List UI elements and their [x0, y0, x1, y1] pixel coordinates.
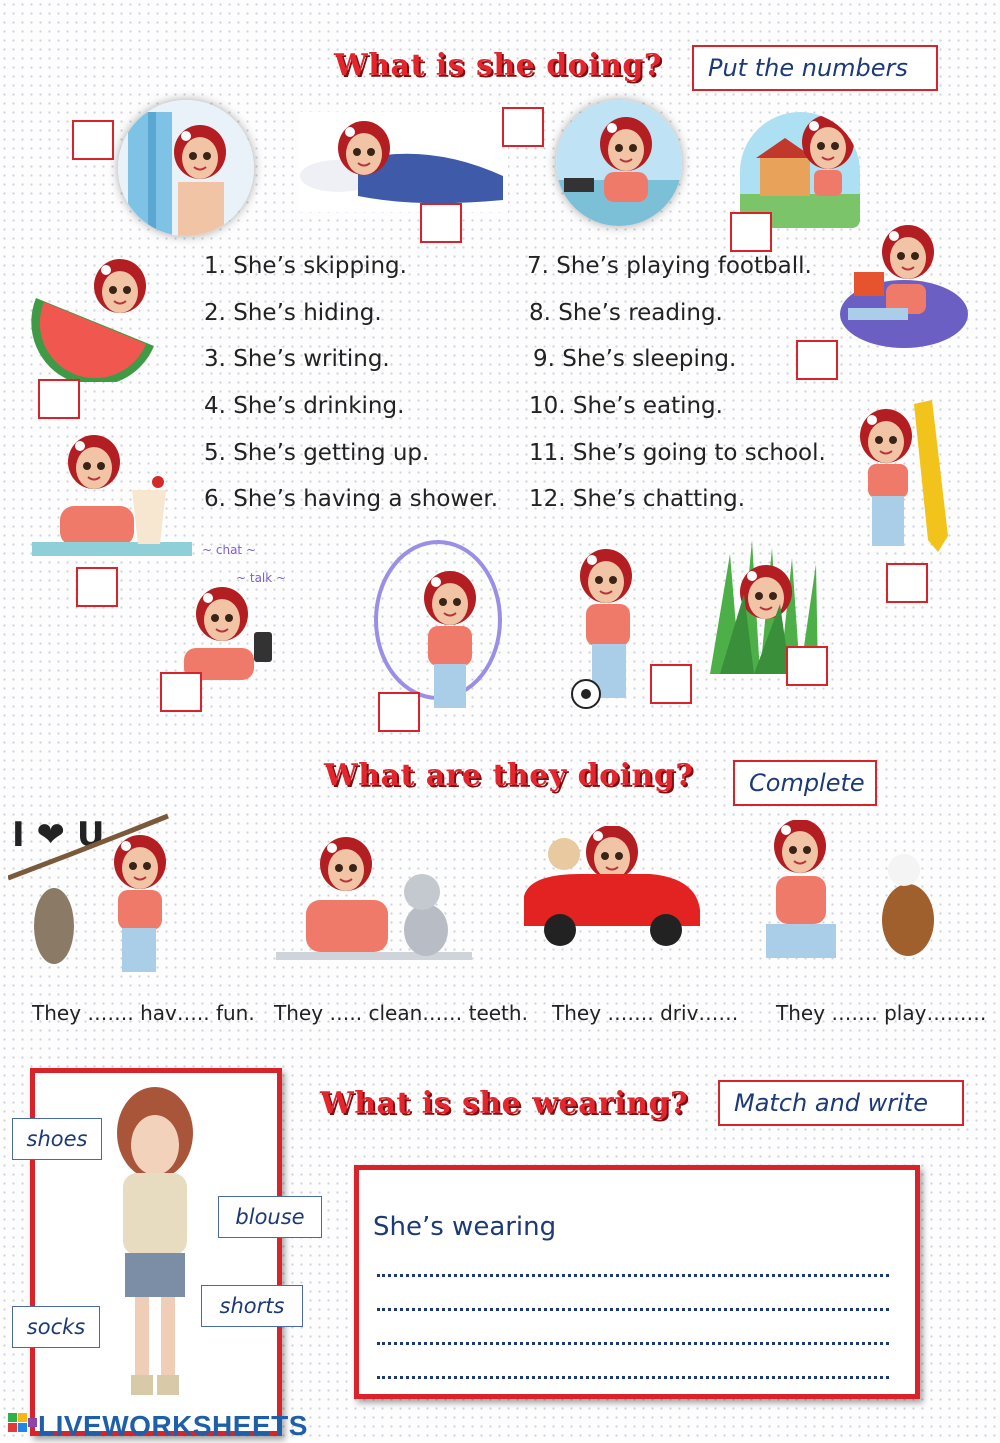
- section1-instruction: Put the numbers: [692, 45, 938, 91]
- answer-line-3[interactable]: [377, 1342, 889, 1345]
- answer-box-football[interactable]: [650, 664, 692, 704]
- sloth-picture: [8, 806, 174, 978]
- section3-instruction: Match and write: [718, 1080, 964, 1126]
- answer-box-hiding[interactable]: [786, 646, 828, 686]
- caption-driving: They ……. driv……: [552, 1001, 739, 1025]
- school-picture: [740, 112, 860, 228]
- answer-box-eating[interactable]: [38, 379, 80, 419]
- answer-box-sleeping[interactable]: [420, 203, 462, 243]
- reading-picture: [834, 222, 968, 352]
- footer-brand: [8, 1410, 308, 1442]
- sentence-10: 10. She’s eating.: [529, 393, 723, 419]
- label-blouse[interactable]: blouse: [218, 1196, 322, 1238]
- answer-line-4[interactable]: [377, 1376, 889, 1379]
- sentence-8: 8. She’s reading.: [529, 300, 723, 326]
- caption-playing: They ……. play………: [776, 1001, 987, 1025]
- sentence-11: 11. She’s going to school.: [529, 440, 826, 466]
- sentence-1: 1. She’s skipping.: [204, 253, 407, 279]
- answer-box-shower[interactable]: [72, 120, 114, 160]
- getting-up-picture: [556, 100, 682, 226]
- label-shoes[interactable]: shoes: [12, 1118, 102, 1160]
- svg-text:~ talk ~: ~ talk ~: [236, 571, 287, 585]
- label-shorts[interactable]: shorts: [201, 1285, 303, 1327]
- sentence-2: 2. She’s hiding.: [204, 300, 382, 326]
- section3-title: What is she wearing?: [320, 1086, 689, 1121]
- shower-picture: [118, 100, 254, 236]
- sleeping-picture: [298, 112, 508, 212]
- driving-picture: [520, 826, 704, 950]
- answer-box-getting-up[interactable]: [502, 107, 544, 147]
- i-love-you-sign: I ❤ U: [12, 815, 105, 855]
- sentence-7: 7. She’s playing football.: [527, 253, 812, 279]
- liveworksheets-logo-icon: [8, 1413, 38, 1439]
- answer-box-drinking[interactable]: [76, 567, 118, 607]
- answer-box-chatting[interactable]: [160, 672, 202, 712]
- sentence-9: 9. She’s sleeping.: [533, 346, 737, 372]
- sentence-6: 6. She’s having a shower.: [204, 486, 499, 512]
- playing-dog-picture: [758, 820, 948, 970]
- answer-line-1[interactable]: [377, 1274, 889, 1277]
- chatting-picture: [166, 530, 316, 680]
- footer-brand-text: LIVEWORKSHEETS: [38, 1410, 308, 1441]
- answer-box-school[interactable]: [730, 212, 772, 252]
- answer-box-writing[interactable]: [886, 563, 928, 603]
- section2-instruction: Complete: [733, 760, 877, 806]
- sentence-4: 4. She’s drinking.: [204, 393, 405, 419]
- sentence-12: 12. She’s chatting.: [529, 486, 746, 512]
- section1-title: What is she doing?: [334, 48, 662, 83]
- answer-box-reading[interactable]: [796, 340, 838, 380]
- brushing-teeth-picture: [276, 828, 472, 964]
- answer-box-skipping[interactable]: [378, 692, 420, 732]
- skipping-picture: [368, 540, 510, 716]
- section2-title: What are they doing?: [324, 758, 694, 793]
- caption-having-fun: They ……. hav….. fun.: [32, 1001, 255, 1025]
- svg-text:~ chat ~: ~ chat ~: [202, 543, 256, 557]
- writing-box: [354, 1165, 920, 1399]
- wearing-prompt: She’s wearing: [373, 1212, 557, 1242]
- sentence-3: 3. She’s writing.: [204, 346, 390, 372]
- caption-cleaning-teeth: They ….. clean…… teeth.: [274, 1001, 528, 1025]
- sentence-5: 5. She’s getting up.: [204, 440, 430, 466]
- answer-line-2[interactable]: [377, 1308, 889, 1311]
- writing-picture: [852, 396, 952, 556]
- label-socks[interactable]: socks: [12, 1306, 100, 1348]
- eating-picture: [30, 254, 162, 382]
